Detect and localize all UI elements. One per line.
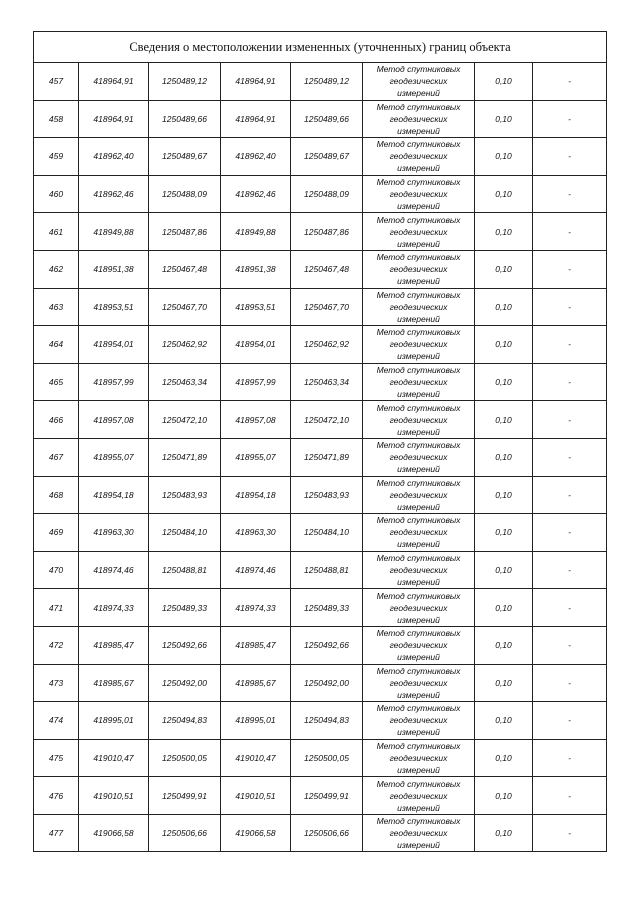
table-row	[34, 739, 607, 777]
accuracy-cell: 0,10	[475, 288, 533, 326]
point-number-cell: 475	[34, 739, 79, 777]
refined-y-cell: 1250500,05	[291, 739, 363, 777]
method-line: измерений	[397, 764, 440, 775]
method-cell	[363, 401, 475, 439]
table-row	[34, 401, 607, 439]
existing-x-cell: 418957,99	[79, 363, 149, 401]
refined-x-cell: 418962,46	[221, 175, 291, 213]
method-line: измерений	[397, 351, 440, 362]
method-line: Метод спутниковых	[376, 553, 461, 564]
table-row	[34, 814, 607, 852]
table-row	[34, 288, 607, 326]
existing-x-cell: 418985,67	[79, 664, 149, 702]
method-line: измерений	[397, 539, 440, 550]
method-line: Метод спутниковых	[376, 778, 461, 789]
existing-y-cell: 1250472,10	[149, 401, 221, 439]
refined-x-cell: 418955,07	[221, 438, 291, 476]
method-line: геодезических	[389, 189, 448, 200]
existing-y-cell: 1250487,86	[149, 213, 221, 251]
refined-y-cell: 1250488,09	[291, 175, 363, 213]
point-number-cell: 461	[34, 213, 79, 251]
description-cell: -	[533, 664, 607, 702]
description-cell: -	[533, 288, 607, 326]
description-cell: -	[533, 514, 607, 552]
refined-x-cell: 418964,91	[221, 100, 291, 138]
refined-x-cell: 418964,91	[221, 63, 291, 101]
method-line: геодезических	[389, 151, 448, 162]
point-number-cell: 469	[34, 514, 79, 552]
point-number-cell: 465	[34, 363, 79, 401]
method-line: измерений	[397, 727, 440, 738]
method-line: геодезических	[389, 828, 448, 839]
method-cell	[363, 326, 475, 364]
method-cell	[363, 551, 475, 589]
table-row	[34, 438, 607, 476]
accuracy-cell: 0,10	[475, 401, 533, 439]
existing-y-cell: 1250483,93	[149, 476, 221, 514]
method-line: измерений	[397, 501, 440, 512]
existing-y-cell: 1250484,10	[149, 514, 221, 552]
refined-x-cell: 418974,33	[221, 589, 291, 627]
existing-x-cell: 418964,91	[79, 63, 149, 101]
accuracy-cell: 0,10	[475, 175, 533, 213]
method-line: Метод спутниковых	[376, 402, 461, 413]
method-line: Метод спутниковых	[376, 740, 461, 751]
method-line: геодезических	[389, 226, 448, 237]
existing-x-cell: 418962,40	[79, 138, 149, 176]
description-cell: -	[533, 63, 607, 101]
refined-y-cell: 1250499,91	[291, 777, 363, 815]
refined-y-cell: 1250506,66	[291, 814, 363, 852]
accuracy-cell: 0,10	[475, 664, 533, 702]
method-line: геодезических	[389, 414, 448, 425]
method-line: геодезических	[389, 640, 448, 651]
refined-y-cell: 1250463,34	[291, 363, 363, 401]
method-line: измерений	[397, 313, 440, 324]
refined-x-cell: 418962,40	[221, 138, 291, 176]
document-page	[33, 31, 606, 852]
description-cell: -	[533, 589, 607, 627]
method-line: Метод спутниковых	[376, 177, 461, 188]
table-row	[34, 363, 607, 401]
existing-x-cell: 418954,18	[79, 476, 149, 514]
point-number-cell: 460	[34, 175, 79, 213]
existing-x-cell: 418957,08	[79, 401, 149, 439]
existing-y-cell: 1250467,48	[149, 250, 221, 288]
accuracy-cell: 0,10	[475, 777, 533, 815]
description-cell: -	[533, 551, 607, 589]
method-cell	[363, 514, 475, 552]
method-cell	[363, 438, 475, 476]
refined-y-cell: 1250471,89	[291, 438, 363, 476]
method-cell	[363, 288, 475, 326]
description-cell: -	[533, 213, 607, 251]
method-line: Метод спутниковых	[376, 365, 461, 376]
refined-y-cell: 1250489,66	[291, 100, 363, 138]
point-number-cell: 457	[34, 63, 79, 101]
point-number-cell: 470	[34, 551, 79, 589]
existing-x-cell: 418974,46	[79, 551, 149, 589]
description-cell: -	[533, 438, 607, 476]
method-cell	[363, 175, 475, 213]
existing-y-cell: 1250462,92	[149, 326, 221, 364]
method-line: Метод спутниковых	[376, 477, 461, 488]
refined-y-cell: 1250462,92	[291, 326, 363, 364]
table-title: Сведения о местоположении измененных (уточненных) границ объекта	[34, 32, 607, 63]
description-cell: -	[533, 626, 607, 664]
method-line: измерений	[397, 802, 440, 813]
method-cell	[363, 476, 475, 514]
method-line: геодезических	[389, 790, 448, 801]
point-number-cell: 467	[34, 438, 79, 476]
refined-y-cell: 1250467,70	[291, 288, 363, 326]
method-line: Метод спутниковых	[376, 101, 461, 112]
refined-x-cell: 418951,38	[221, 250, 291, 288]
method-line: измерений	[397, 125, 440, 136]
refined-x-cell: 418954,18	[221, 476, 291, 514]
refined-y-cell: 1250492,66	[291, 626, 363, 664]
table-row	[34, 777, 607, 815]
refined-y-cell: 1250467,48	[291, 250, 363, 288]
accuracy-cell: 0,10	[475, 138, 533, 176]
method-line: геодезических	[389, 602, 448, 613]
refined-y-cell: 1250488,81	[291, 551, 363, 589]
description-cell: -	[533, 739, 607, 777]
accuracy-cell: 0,10	[475, 702, 533, 740]
method-cell	[363, 664, 475, 702]
method-line: измерений	[397, 238, 440, 249]
accuracy-cell: 0,10	[475, 626, 533, 664]
method-cell	[363, 589, 475, 627]
existing-x-cell: 418949,88	[79, 213, 149, 251]
refined-x-cell: 418963,30	[221, 514, 291, 552]
refined-x-cell: 418957,99	[221, 363, 291, 401]
existing-y-cell: 1250489,12	[149, 63, 221, 101]
refined-y-cell: 1250489,33	[291, 589, 363, 627]
method-line: Метод спутниковых	[376, 214, 461, 225]
existing-y-cell: 1250488,09	[149, 175, 221, 213]
accuracy-cell: 0,10	[475, 326, 533, 364]
point-number-cell: 472	[34, 626, 79, 664]
accuracy-cell: 0,10	[475, 589, 533, 627]
existing-y-cell: 1250488,81	[149, 551, 221, 589]
accuracy-cell: 0,10	[475, 100, 533, 138]
refined-y-cell: 1250494,83	[291, 702, 363, 740]
method-line: геодезических	[389, 301, 448, 312]
refined-x-cell: 418949,88	[221, 213, 291, 251]
refined-y-cell: 1250489,12	[291, 63, 363, 101]
table-row	[34, 514, 607, 552]
method-line: измерений	[397, 88, 440, 99]
method-cell	[363, 213, 475, 251]
point-number-cell: 466	[34, 401, 79, 439]
table-row	[34, 664, 607, 702]
table-row	[34, 551, 607, 589]
method-line: Метод спутниковых	[376, 590, 461, 601]
method-line: геодезических	[389, 715, 448, 726]
point-number-cell: 477	[34, 814, 79, 852]
description-cell: -	[533, 401, 607, 439]
method-line: Метод спутниковых	[376, 665, 461, 676]
method-line: геодезических	[389, 677, 448, 688]
method-line: геодезических	[389, 489, 448, 500]
existing-x-cell: 418962,46	[79, 175, 149, 213]
accuracy-cell: 0,10	[475, 739, 533, 777]
existing-x-cell: 419010,47	[79, 739, 149, 777]
description-cell: -	[533, 777, 607, 815]
existing-y-cell: 1250492,66	[149, 626, 221, 664]
table-row	[34, 589, 607, 627]
existing-y-cell: 1250489,66	[149, 100, 221, 138]
method-line: Метод спутниковых	[376, 440, 461, 451]
accuracy-cell: 0,10	[475, 551, 533, 589]
description-cell: -	[533, 476, 607, 514]
existing-y-cell: 1250489,33	[149, 589, 221, 627]
accuracy-cell: 0,10	[475, 814, 533, 852]
refined-y-cell: 1250489,67	[291, 138, 363, 176]
refined-y-cell: 1250492,00	[291, 664, 363, 702]
method-cell	[363, 63, 475, 101]
existing-x-cell: 418953,51	[79, 288, 149, 326]
method-line: Метод спутниковых	[376, 289, 461, 300]
accuracy-cell: 0,10	[475, 476, 533, 514]
point-number-cell: 471	[34, 589, 79, 627]
method-line: Метод спутниковых	[376, 252, 461, 263]
method-line: геодезических	[389, 527, 448, 538]
accuracy-cell: 0,10	[475, 514, 533, 552]
method-line: Метод спутниковых	[376, 515, 461, 526]
method-line: Метод спутниковых	[376, 816, 461, 827]
refined-x-cell: 418953,51	[221, 288, 291, 326]
refined-x-cell: 418954,01	[221, 326, 291, 364]
refined-x-cell: 418995,01	[221, 702, 291, 740]
table-row	[34, 476, 607, 514]
point-number-cell: 464	[34, 326, 79, 364]
refined-x-cell: 419010,47	[221, 739, 291, 777]
method-cell	[363, 814, 475, 852]
method-cell	[363, 739, 475, 777]
existing-x-cell: 419010,51	[79, 777, 149, 815]
existing-y-cell: 1250467,70	[149, 288, 221, 326]
method-line: Метод спутниковых	[376, 703, 461, 714]
boundary-coordinates-table	[33, 31, 607, 852]
method-line: измерений	[397, 426, 440, 437]
accuracy-cell: 0,10	[475, 213, 533, 251]
method-cell	[363, 626, 475, 664]
table-row	[34, 626, 607, 664]
method-cell	[363, 138, 475, 176]
existing-y-cell: 1250489,67	[149, 138, 221, 176]
refined-x-cell: 418985,47	[221, 626, 291, 664]
existing-x-cell: 418954,01	[79, 326, 149, 364]
method-line: геодезических	[389, 264, 448, 275]
existing-y-cell: 1250492,00	[149, 664, 221, 702]
refined-y-cell: 1250472,10	[291, 401, 363, 439]
existing-y-cell: 1250471,89	[149, 438, 221, 476]
method-line: Метод спутниковых	[376, 139, 461, 150]
point-number-cell: 468	[34, 476, 79, 514]
method-line: измерений	[397, 652, 440, 663]
refined-y-cell: 1250487,86	[291, 213, 363, 251]
method-line: геодезических	[389, 113, 448, 124]
table-title-row	[34, 32, 607, 63]
table-row	[34, 63, 607, 101]
method-line: геодезических	[389, 752, 448, 763]
method-cell	[363, 702, 475, 740]
existing-x-cell: 418955,07	[79, 438, 149, 476]
existing-y-cell: 1250463,34	[149, 363, 221, 401]
method-line: измерений	[397, 276, 440, 287]
description-cell: -	[533, 363, 607, 401]
method-line: измерений	[397, 163, 440, 174]
refined-x-cell: 419066,58	[221, 814, 291, 852]
table-row	[34, 326, 607, 364]
existing-x-cell: 418974,33	[79, 589, 149, 627]
method-line: геодезических	[389, 76, 448, 87]
method-line: измерений	[397, 689, 440, 700]
method-line: геодезических	[389, 377, 448, 388]
method-line: измерений	[397, 201, 440, 212]
point-number-cell: 476	[34, 777, 79, 815]
existing-x-cell: 418995,01	[79, 702, 149, 740]
point-number-cell: 473	[34, 664, 79, 702]
method-line: измерений	[397, 840, 440, 851]
refined-x-cell: 419010,51	[221, 777, 291, 815]
method-line: измерений	[397, 389, 440, 400]
method-cell	[363, 100, 475, 138]
description-cell: -	[533, 814, 607, 852]
existing-x-cell: 418985,47	[79, 626, 149, 664]
existing-x-cell: 419066,58	[79, 814, 149, 852]
point-number-cell: 458	[34, 100, 79, 138]
method-line: геодезических	[389, 339, 448, 350]
accuracy-cell: 0,10	[475, 250, 533, 288]
description-cell: -	[533, 100, 607, 138]
description-cell: -	[533, 250, 607, 288]
existing-x-cell: 418951,38	[79, 250, 149, 288]
method-cell	[363, 777, 475, 815]
existing-y-cell: 1250499,91	[149, 777, 221, 815]
method-line: Метод спутниковых	[376, 64, 461, 75]
method-line: Метод спутниковых	[376, 327, 461, 338]
table-row	[34, 213, 607, 251]
table-row	[34, 100, 607, 138]
accuracy-cell: 0,10	[475, 363, 533, 401]
method-cell	[363, 363, 475, 401]
description-cell: -	[533, 326, 607, 364]
method-line: геодезических	[389, 452, 448, 463]
point-number-cell: 459	[34, 138, 79, 176]
method-line: Метод спутниковых	[376, 628, 461, 639]
refined-x-cell: 418974,46	[221, 551, 291, 589]
refined-y-cell: 1250484,10	[291, 514, 363, 552]
table-row	[34, 250, 607, 288]
table-row	[34, 702, 607, 740]
existing-x-cell: 418964,91	[79, 100, 149, 138]
existing-y-cell: 1250506,66	[149, 814, 221, 852]
table-row	[34, 175, 607, 213]
description-cell: -	[533, 175, 607, 213]
refined-x-cell: 418985,67	[221, 664, 291, 702]
refined-x-cell: 418957,08	[221, 401, 291, 439]
existing-y-cell: 1250500,05	[149, 739, 221, 777]
point-number-cell: 463	[34, 288, 79, 326]
method-cell	[363, 250, 475, 288]
method-line: измерений	[397, 577, 440, 588]
method-line: геодезических	[389, 565, 448, 576]
point-number-cell: 474	[34, 702, 79, 740]
existing-y-cell: 1250494,83	[149, 702, 221, 740]
table-row	[34, 138, 607, 176]
method-line: измерений	[397, 464, 440, 475]
refined-y-cell: 1250483,93	[291, 476, 363, 514]
accuracy-cell: 0,10	[475, 63, 533, 101]
description-cell: -	[533, 138, 607, 176]
point-number-cell: 462	[34, 250, 79, 288]
accuracy-cell: 0,10	[475, 438, 533, 476]
method-line: измерений	[397, 614, 440, 625]
description-cell: -	[533, 702, 607, 740]
existing-x-cell: 418963,30	[79, 514, 149, 552]
